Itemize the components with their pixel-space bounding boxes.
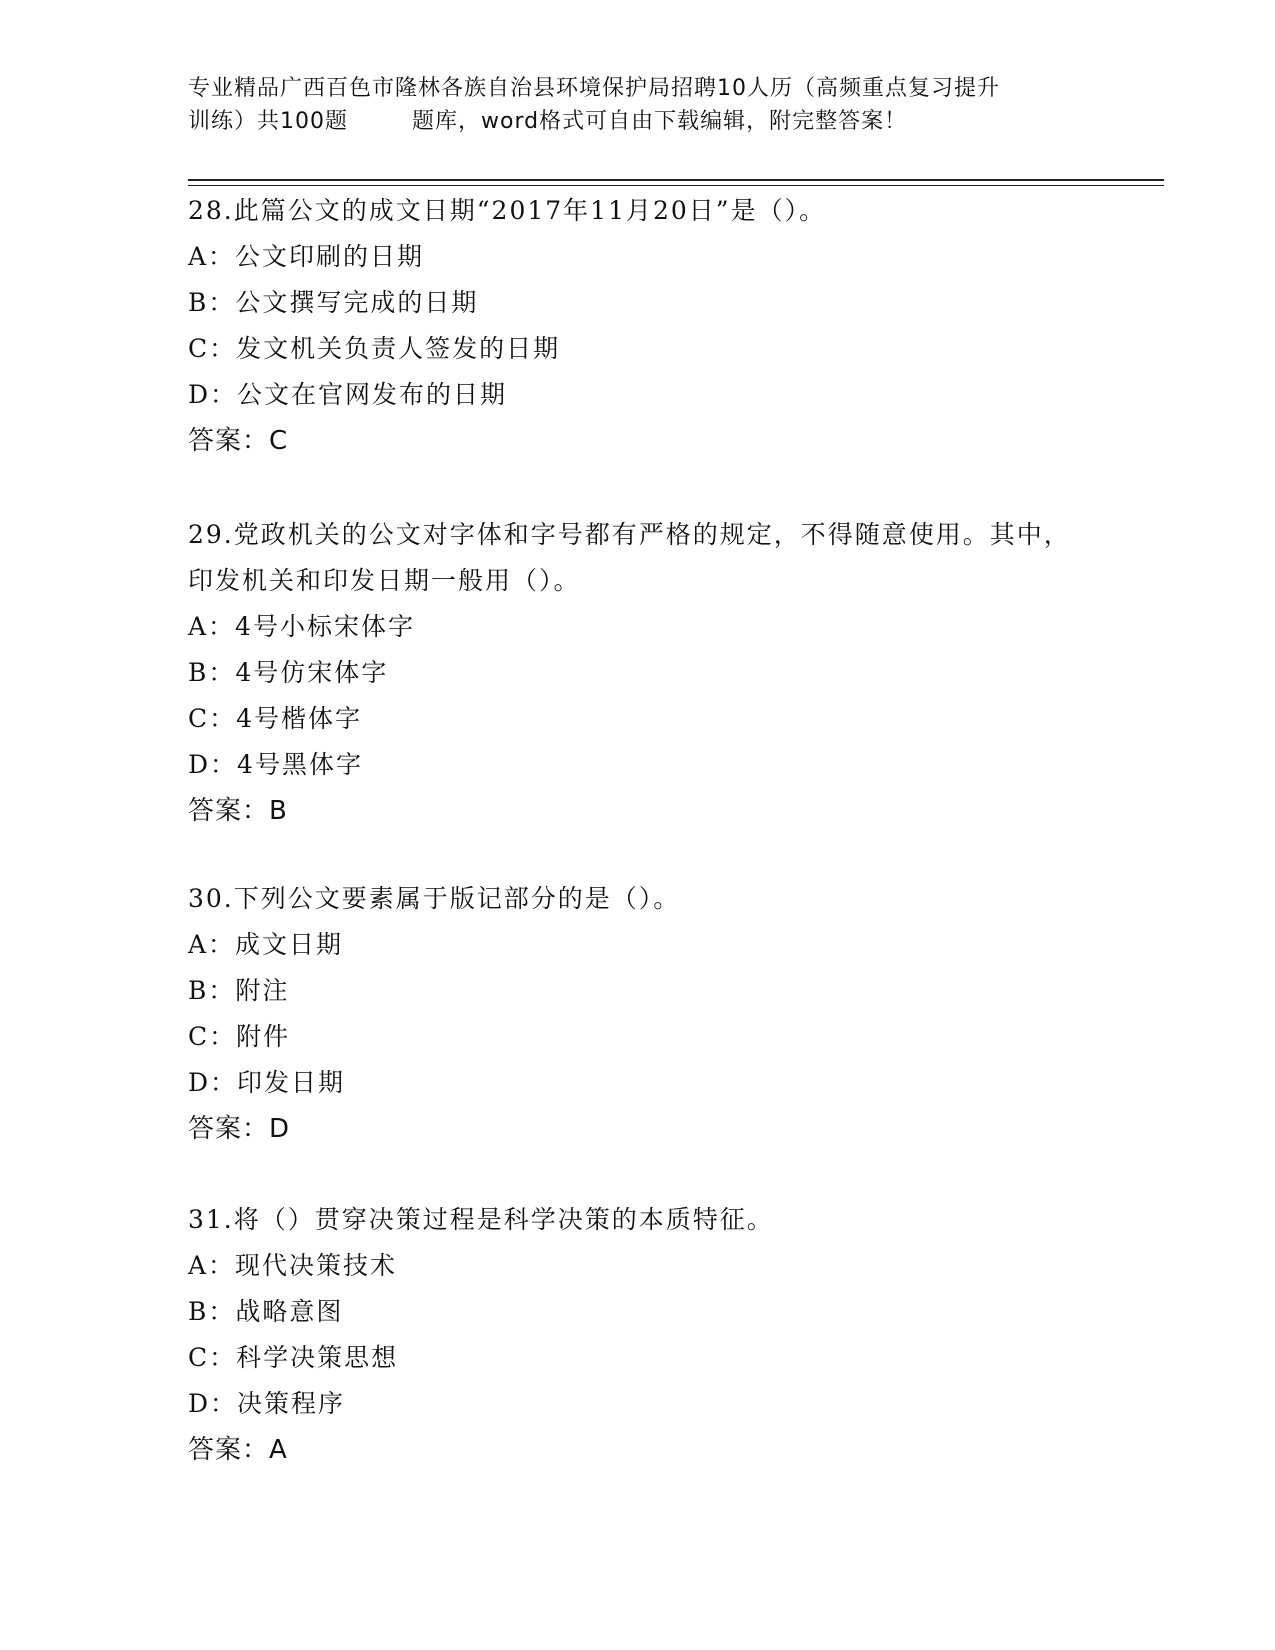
question-28 [188, 188, 1088, 464]
question-stem: 31.将（）贯穿决策过程是科学决策的本质特征。 [188, 1205, 774, 1234]
header-title-line-2 [188, 105, 1088, 138]
option-b: B：战略意图 [188, 1297, 344, 1326]
option-c: C：附件 [188, 1022, 291, 1051]
question-stem: 29.党政机关的公文对字体和字号都有严格的规定，不得随意使用。其中，印发机关和印发日期一般用（）。 [188, 520, 1071, 595]
option-a: A：公文印刷的日期 [188, 242, 425, 271]
option-c: C：科学决策思想 [188, 1343, 399, 1372]
document-header [188, 72, 1088, 138]
question-stem: 30.下列公文要素属于版记部分的是（）。 [188, 884, 681, 913]
header-divider-thick [188, 179, 1164, 181]
question-stem: 28.此篇公文的成文日期“2017年11月20日”是（）。 [188, 196, 827, 225]
option-c: C：发文机关负责人签发的日期 [188, 334, 561, 363]
option-b: B：4号仿宋体字 [188, 658, 389, 687]
answer-line: 答案：D [188, 1114, 291, 1144]
option-d: D：公文在官网发布的日期 [188, 380, 508, 409]
option-a: A：4号小标宋体字 [188, 612, 415, 641]
option-a: A：现代决策技术 [188, 1251, 398, 1280]
header-title-part-a: 训练）共100题 [188, 109, 348, 134]
header-divider-thin [188, 185, 1164, 186]
option-b: B：公文撰写完成的日期 [188, 288, 479, 317]
question-31 [188, 1197, 1088, 1473]
question-29 [188, 512, 1088, 834]
option-a: A：成文日期 [188, 930, 344, 959]
option-d: D：决策程序 [188, 1389, 346, 1418]
header-title-part-b: 题库，word格式可自由下载编辑，附完整答案！ [412, 109, 908, 134]
option-d: D：4号黑体字 [188, 750, 363, 779]
option-c: C：4号楷体字 [188, 704, 363, 733]
header-title-line-1: 专业精品广西百色市隆林各族自治县环境保护局招聘10人历（高频重点复习提升 [188, 76, 1000, 101]
answer-line: 答案：C [188, 426, 289, 456]
option-d: D：印发日期 [188, 1068, 346, 1097]
question-30 [188, 876, 1088, 1152]
option-b: B：附注 [188, 976, 290, 1005]
answer-line: 答案：A [188, 1435, 288, 1465]
answer-line: 答案：B [188, 796, 288, 826]
